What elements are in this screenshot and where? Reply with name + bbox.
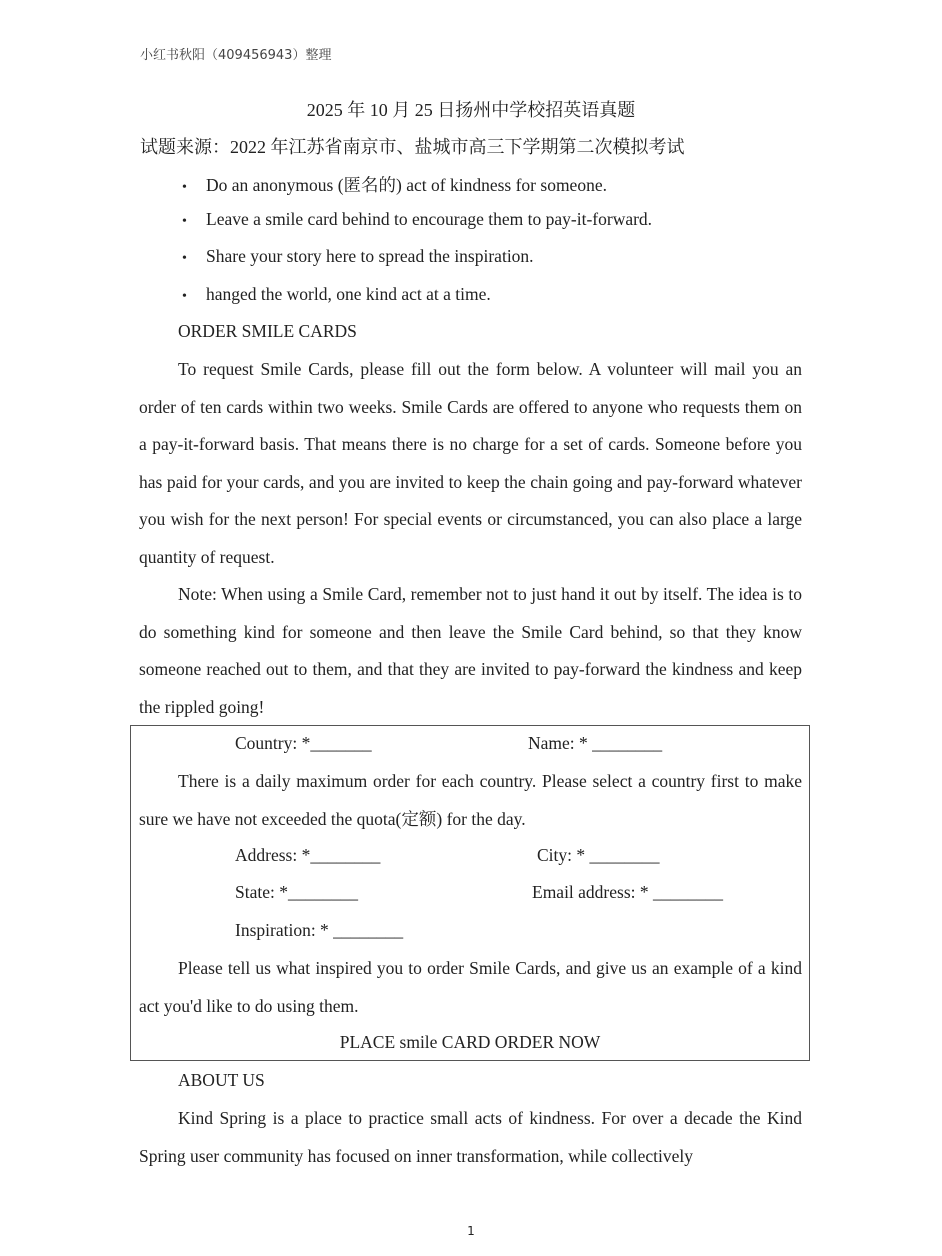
order-paragraph: To request Smile Cards, please fill out the form below. A volunteer will mail you an order of ten cards within two weeks. Smile Cards are offered to anyone who requests them on a pay-it-forward basis. That means there is no charge for a set of cards. Someone before you has paid for your cards, and you are invited to keep the chain going and pay-forward whatever you wish for the next person! For special events or circumstanced, you can also place a large quantity of request.: [139, 359, 802, 567]
bullet-icon: •: [182, 214, 187, 229]
place-order-button[interactable]: PLACE smile CARD ORDER NOW: [339, 1032, 601, 1052]
source-line: 试题来源：2022 年江苏省南京市、盐城市高三下学期第二次模拟考试: [140, 137, 685, 157]
bullet-text: Share your story here to spread the inspiration.: [206, 246, 534, 266]
bullet-item: [182, 246, 534, 267]
page-title: 2025 年 10 月 25 日扬州中学校招英语真题: [306, 100, 636, 120]
note-paragraph: Note: When using a Smile Card, remember not to just hand it out by itself. The idea is to do something kind for someone and then leave the Smile Card behind, so that they know someone reached out to them, and that they are invited to pay-forward the kindness and keep the rippled going!: [139, 584, 802, 717]
bullet-item: [182, 209, 652, 230]
header-note: 小红书秋阳（409456943）整理: [140, 48, 332, 63]
bullet-icon: •: [182, 251, 187, 266]
quota-note: There is a daily maximum order for each country. Please select a country first to make sure we have not exceeded the quota(定额) for the day.: [139, 771, 802, 829]
page-number: 1: [467, 1224, 475, 1238]
state-field[interactable]: State: *________: [235, 882, 358, 902]
bullet-item: [182, 284, 491, 305]
bullet-icon: •: [182, 180, 187, 195]
address-field[interactable]: Address: *________: [235, 845, 381, 865]
inspiration-field[interactable]: Inspiration: * ________: [235, 920, 404, 940]
bullet-item: [182, 172, 607, 197]
order-heading: ORDER SMILE CARDS: [178, 321, 357, 341]
country-field[interactable]: Country: *_______: [235, 733, 372, 753]
email-field[interactable]: Email address: * ________: [532, 882, 724, 902]
about-heading: ABOUT US: [178, 1070, 265, 1090]
bullet-icon: •: [182, 289, 187, 304]
city-field[interactable]: City: * ________: [537, 845, 660, 865]
bullet-text: Do an anonymous (匿名的) act of kindness for someone.: [206, 175, 607, 195]
about-paragraph: Kind Spring is a place to practice small acts of kindness. For over a decade the Kind Spring user community has focused on inner transformation, while collectively: [139, 1108, 802, 1166]
bullet-text: Leave a smile card behind to encourage them to pay-it-forward.: [206, 209, 653, 229]
bullet-text: hanged the world, one kind act at a time.: [206, 284, 491, 304]
name-field[interactable]: Name: * ________: [528, 733, 663, 753]
inspiration-note: Please tell us what inspired you to order Smile Cards, and give us an example of a kind act you'd like to do using them.: [139, 958, 802, 1016]
